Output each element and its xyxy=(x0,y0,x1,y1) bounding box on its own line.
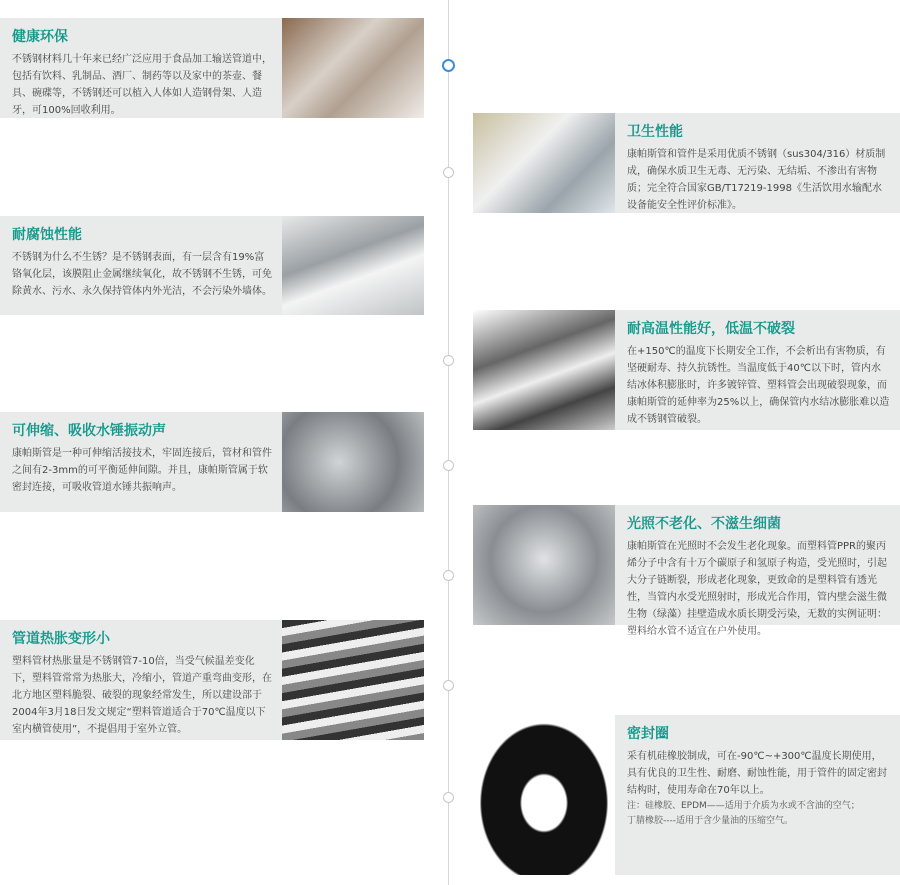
card-body: 康帕斯管和管件是采用优质不锈钢（sus304/316）材质制成，确保水质卫生无毒、无污染、无结垢、不渗出有害物质；完全符合国家GB/T17219-1998《生活饮用水输配水设备能安全性评价标准》。 xyxy=(627,149,886,211)
card-note: 注：硅橡胶、EPDM——适用于介质为水或不含油的空气； xyxy=(627,801,860,811)
timeline-dot[interactable] xyxy=(443,570,454,581)
faucet-photo xyxy=(282,216,424,315)
timeline-dot[interactable] xyxy=(443,792,454,803)
card-title: 健康环保 xyxy=(12,29,68,45)
card-body: 采有机硅橡胶制成，可在-90℃~+300℃温度长期使用，具有优良的卫生性、耐磨、耐蚀性能，用于管件的固定密封结构时，使用寿命在70年以上。 xyxy=(627,751,887,796)
feature-card-flexible xyxy=(0,412,424,512)
feature-card-seal xyxy=(473,715,900,875)
feature-card-temperature xyxy=(473,310,900,430)
card-body: 康帕斯管是一种可伸缩活接技术，牢固连接后，管材和管件之间有2-3mm的可平衡延伸间隙。并且，康帕斯管属于软密封连接，可吸收管道水锤共振响声。 xyxy=(12,448,272,493)
timeline-dot[interactable] xyxy=(443,355,454,366)
card-body: 在+150℃的温度下长期安全工作，不会析出有害物质，有坚硬耐寿、持久抗锈性。当温度低于40℃以下时，管内水结冰体积膨胀时，许多镀锌管、塑料管会出现破裂现象，而康帕斯管的延伸率为25%以上，确保管内水结冰膨胀难以造成不锈钢管破裂。 xyxy=(627,346,890,425)
card-title: 管道热胀变形小 xyxy=(12,631,110,647)
card-title: 光照不老化、不滋生细菌 xyxy=(627,516,781,532)
card-body: 康帕斯管在光照时不会发生老化现象。而塑料管PPR的聚丙烯分子中含有十万个碳原子和氢原子构造，受光照时，引起大分子链断裂，形成老化现象，更致命的是塑料管有透光性，当管内水受光照射时，形成光合作用，管内壁会滋生微生物（绿藻）挂壁造成水质长期受污染，无数的实例证明：塑料给水管不适宜在户外使用。 xyxy=(627,541,887,637)
fittings-photo xyxy=(282,412,424,512)
card-title: 卫生性能 xyxy=(627,124,683,140)
card-note: 丁腈橡胶----适用于含少量油的压缩空气。 xyxy=(627,816,793,826)
timeline-dot[interactable] xyxy=(443,680,454,691)
seal-ring-photo xyxy=(473,715,615,875)
card-body: 不锈钢为什么不生锈？是不锈钢表面，有一层含有19%富铬氧化层，该膜阻止金属继续氧化，故不锈钢不生锈，可免除黄水、污水、永久保持管体内外光洁，不会污染外墙体。 xyxy=(12,252,272,297)
timeline-dot[interactable] xyxy=(443,167,454,178)
steel-tube-photo xyxy=(473,310,615,430)
feature-card-hygiene xyxy=(473,113,900,213)
elbow-fittings-photo xyxy=(473,505,615,625)
card-title: 密封圈 xyxy=(627,726,669,742)
card-title: 耐腐蚀性能 xyxy=(12,227,82,243)
feature-card-health xyxy=(0,18,424,118)
card-title: 可伸缩、吸收水锤振动声 xyxy=(12,423,166,439)
timeline-dot[interactable] xyxy=(443,460,454,471)
pipes-photo xyxy=(282,620,424,740)
plumbing-photo xyxy=(282,18,424,118)
tap-photo xyxy=(473,113,615,213)
feature-card-corrosion xyxy=(0,216,424,315)
timeline-line xyxy=(448,0,449,885)
timeline-dot-active[interactable] xyxy=(442,59,455,72)
card-title: 耐高温性能好，低温不破裂 xyxy=(627,321,795,337)
card-body: 塑料管材热胀量是不锈钢管7-10倍，当受气候温差变化下，塑料管常常为热胀大，冷缩小，管道产重弯曲变形，在北方地区塑料脆裂、破裂的现象经常发生，所以建设部于2004年3月18日发文规定“塑料管道适合于70℃温度以下室内横管使用”，不提倡用于室外立管。 xyxy=(12,656,272,735)
card-body: 不锈钢材料几十年来已经广泛应用于食品加工输送管道中，包括有饮料、乳制品、酒厂、制药等以及家中的茶壶、餐具、碗碟等，不锈钢还可以植入人体如人造钢骨架、人造牙，可100%回收利用。 xyxy=(12,54,272,116)
feature-card-thermal xyxy=(0,620,424,740)
feature-card-uv xyxy=(473,505,900,637)
